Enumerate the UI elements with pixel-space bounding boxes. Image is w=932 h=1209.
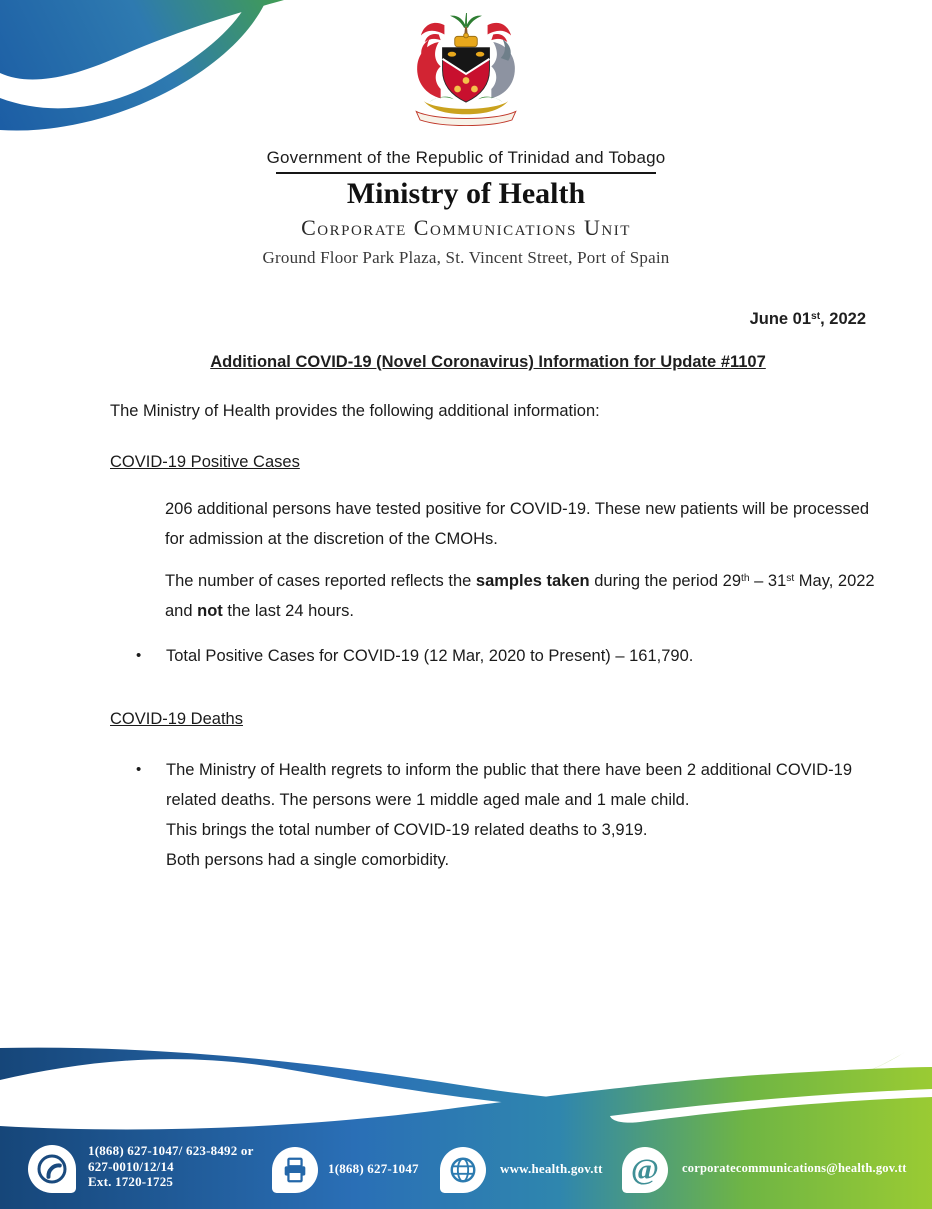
phone-icon — [28, 1145, 76, 1193]
government-line: Government of the Republic of Trinidad and Tobago — [266, 148, 666, 167]
positive-cases-paragraph-2: The number of cases reported reflects the samples taken during the period 29th – 31st May, 2022 and not the last 24 hours. — [165, 572, 875, 620]
total-positive-cases-text: Total Positive Cases for COVID-19 (12 Mar, 2020 to Present) – 161,790. — [166, 647, 694, 665]
address-line: Ground Floor Park Plaza, St. Vincent Street, Port of Spain — [262, 248, 670, 267]
coat-of-arms — [395, 12, 537, 134]
unit-name: Corporate Communications Unit — [301, 215, 631, 240]
total-positive-cases-bullet — [136, 641, 876, 671]
bullet-marker: • — [136, 647, 142, 664]
website-url: www.health.gov.tt — [500, 1161, 603, 1176]
section-heading-deaths: COVID-19 Deaths — [110, 710, 243, 728]
deaths-text: The Ministry of Health regrets to inform the public that there have been 2 additional COVID-19 related deaths. The persons were 1 middle aged male and 1 male child. This brings the total number of COVID-19 related deaths to 3,919. Both persons had a single comorbidity. — [166, 761, 853, 869]
fax-icon — [272, 1147, 318, 1193]
fax-number: 1(868) 627-1047 — [328, 1161, 419, 1176]
ministry-title: Ministry of Health — [346, 177, 586, 210]
letterhead — [0, 12, 932, 268]
positive-cases-paragraph-1: 206 additional persons have tested positive for COVID-19. These new patients will be processed for admission at the discretion of the CMOHs. — [165, 500, 870, 548]
intro-paragraph: The Ministry of Health provides the following additional information: — [110, 402, 600, 420]
footer — [0, 1040, 932, 1209]
date-line: June 01st, 2022 — [749, 310, 866, 328]
document-title: Additional COVID-19 (Novel Coronavirus) Information for Update #1107 — [210, 353, 766, 371]
phone-numbers: 1(868) 627-1047/ 623-8492 or 627-0010/12/14 Ext. 1720-1725 — [88, 1143, 254, 1189]
deaths-bullet — [136, 755, 880, 875]
globe-icon — [440, 1147, 486, 1193]
email-address: corporatecommunications@health.gov.tt — [682, 1161, 907, 1175]
bullet-marker: • — [136, 761, 142, 778]
section-heading-positive-cases: COVID-19 Positive Cases — [110, 453, 300, 471]
email-at-icon: @ — [622, 1147, 668, 1193]
header-divider — [276, 172, 656, 174]
